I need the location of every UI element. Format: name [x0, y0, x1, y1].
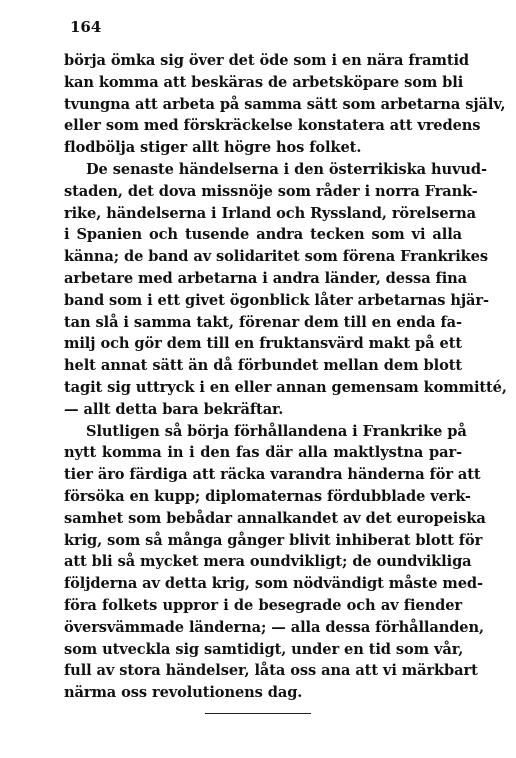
text-line: staden, det dova missnöje som råder i norra Frank- — [64, 182, 478, 200]
text-line: närma oss revolutionens dag. — [64, 684, 303, 702]
text-line: milj och gör dem till en fruktansvärd makt på ett — [64, 335, 462, 353]
body-text — [64, 50, 507, 704]
text-line: full av stora händelser, låta oss ana att vi märkbart — [64, 662, 478, 680]
text-line: i Spanien och tusende andra tecken som vi alla — [64, 226, 462, 244]
paragraph-start-line: De senaste händelserna i den österrikiska huvud- — [86, 160, 487, 178]
text-line: arbetare med arbetarna i andra länder, dessa fina — [64, 269, 468, 287]
text-line: band som i ett givet ögonblick låter arbetarnas hjär- — [64, 291, 489, 309]
text-line: översvämmade länderna; — alla dessa förhållanden, — [64, 618, 484, 636]
text-line: eller som med förskräckelse konstatera att vredens — [64, 117, 481, 135]
text-line: kan komma att beskäras de arbetsköpare som bli — [64, 73, 464, 91]
text-line: flodbölja stiger allt högre hos folket. — [64, 139, 362, 157]
text-line: nytt komma in i den fas där alla maktlystna par- — [64, 444, 462, 462]
text-line: tvungna att arbeta på samma sätt som arbetarna själv, — [64, 95, 506, 113]
text-line: försöka en kupp; diplomaternas fördubblade verk- — [64, 487, 471, 505]
text-line: föra folkets uppror i de besegrade och av fiender — [64, 596, 462, 614]
page-number: 164 — [70, 18, 102, 36]
text-line: som utveckla sig samtidigt, under en tid som vår, — [64, 640, 464, 658]
separator-rule — [205, 713, 311, 714]
text-line: helt annat sätt än då förbundet mellan dem blott — [64, 357, 462, 375]
text-line: krig, som så många gånger blivit inhiberat blott för — [64, 531, 483, 549]
text-line: att bli så mycket mera oundvikligt; de oundvikliga — [64, 553, 472, 571]
text-line: börja ömka sig över det öde som i en nära framtid — [64, 52, 470, 69]
text-line: känna; de band av solidaritet som förena Frankrikes — [64, 248, 488, 266]
text-line: tier äro färdiga att räcka varandra händerna för att — [64, 466, 481, 484]
text-line: tagit sig uttryck i en eller annan gemensam kommitté, — [64, 378, 507, 396]
text-line: rike, händelserna i Irland och Ryssland, rörelserna — [64, 204, 477, 222]
paragraph-start-line: Slutligen så börja förhållandena i Frankrike på — [86, 422, 467, 440]
text-line: tan slå i samma takt, förenar dem till en enda fa- — [64, 313, 462, 331]
text-line: — allt detta bara bekräftar. — [64, 400, 284, 418]
text-line: följderna av detta krig, som nödvändigt måste med- — [64, 575, 483, 593]
text-line: samhet som bebådar annalkandet av det europeiska — [64, 509, 486, 527]
